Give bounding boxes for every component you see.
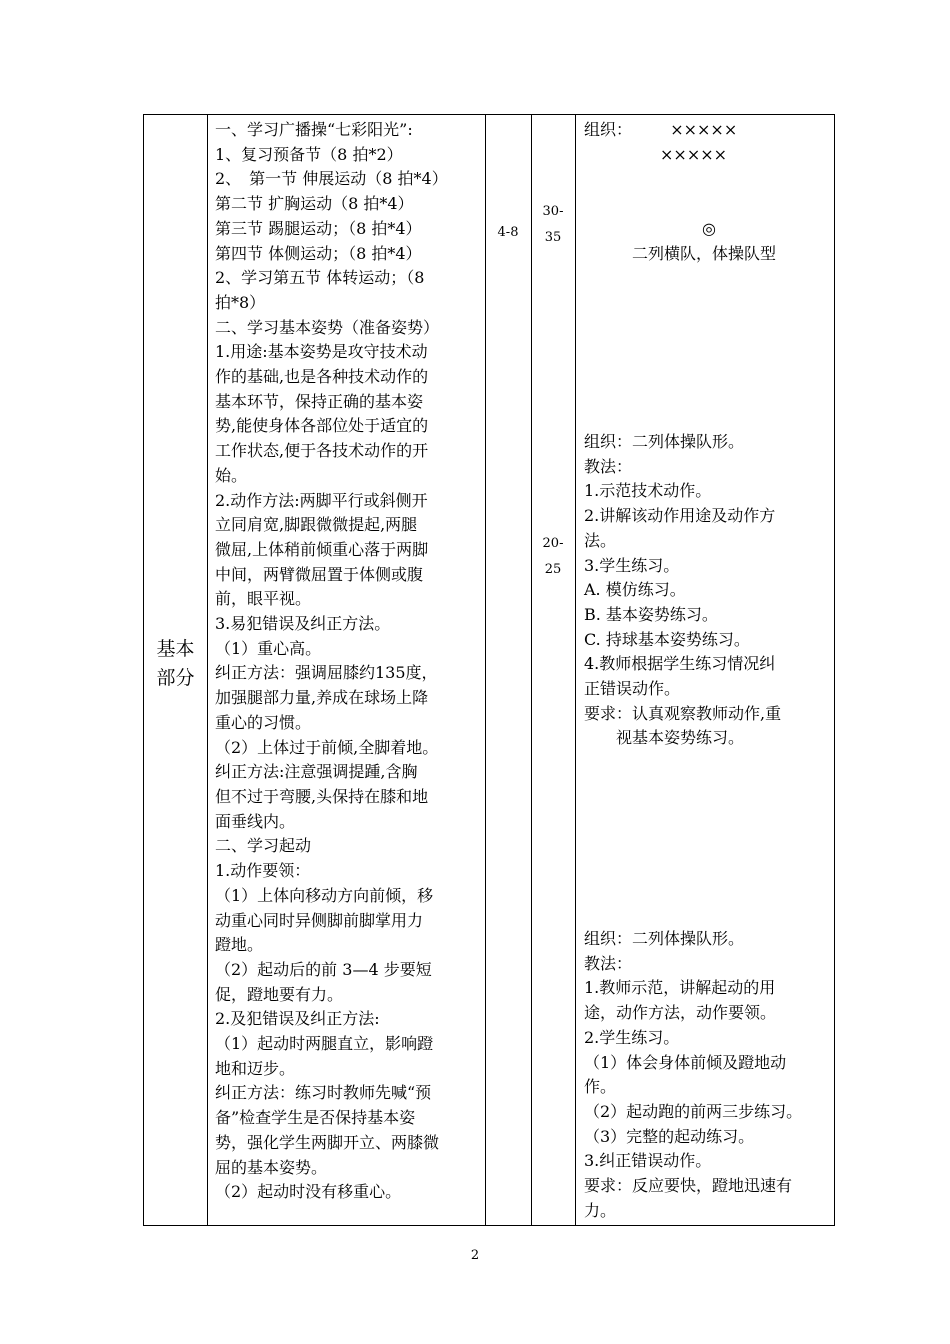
content-line: 第四节 体侧运动；（8 拍*4） [215,243,422,263]
content-line: （2）上体过于前倾,全脚着地。 [215,737,439,757]
content-line: 蹬地。 [215,935,264,955]
content-cell [215,118,485,1205]
reps-cell-2 [531,531,575,583]
content-line: 1.动作要领： [215,861,311,881]
column-divider [207,115,208,1225]
method-line: 教法： [584,953,633,973]
content-line: 纠正方法：强调屈膝约135度， [215,663,438,683]
method-line: C. 持球基本姿势练习。 [584,629,750,649]
content-line: 屈的基本姿势。 [215,1157,328,1177]
content-line: 地和迈步。 [215,1058,296,1078]
content-line: 第三节 踢腿运动；（8 拍*4） [215,218,422,238]
page-number: 2 [470,1248,480,1263]
method-block-basic-stance [584,430,834,751]
method-line: A. 模仿练习。 [584,580,686,600]
content-line: 1.用途:基本姿势是攻守技术动 [215,342,428,362]
times-cell [485,221,531,245]
method-line: 3.学生练习。 [584,555,680,575]
content-line: 1、复习预备节（8 拍*2） [215,144,403,164]
reps-value: 25 [544,562,562,577]
content-line: 2、学习第五节 体转运动；（8 [215,268,425,288]
reps-cell-1 [531,199,575,251]
content-line: 势，强化学生两脚开立、两膝微 [215,1132,440,1152]
lesson-plan-table [143,114,835,1226]
method-line: 要求：认真观察教师动作,重 [584,703,782,723]
student-row: ××××× [670,120,738,139]
teacher-symbol: ◎ [702,219,716,239]
formation-caption: 二列横队，体操队型 [632,244,777,264]
content-line: 2.及犯错误及纠正方法: [215,1009,380,1029]
method-line: 视基本姿势练习。 [584,728,745,748]
method-line: 2.学生练习。 [584,1027,680,1047]
content-line: 微屈,上体稍前倾重心落于两脚 [215,539,429,559]
content-line: 立同肩宽,脚跟微微提起,两腿 [215,515,418,535]
column-divider [485,115,486,1225]
reps-value: 20- [542,536,564,551]
content-line: 加强腿部力量,养成在球场上降 [215,688,429,708]
content-line: （1）起动时两腿直立，影响蹬 [215,1034,434,1054]
content-line: 2.动作方法:两脚平行或斜侧开 [215,490,428,510]
column-divider [531,115,532,1225]
method-line: （3）完整的起动练习。 [584,1126,755,1146]
content-line: （2）起动时没有移重心。 [215,1182,402,1202]
method-line: 组织：二列体操队形。 [584,432,745,451]
content-line: 拍*8） [215,292,266,312]
content-line: 3.易犯错误及纠正方法。 [215,614,391,634]
method-line: 力。 [584,1200,617,1220]
content-line: 作的基础,也是各种技术动作的 [215,367,429,387]
method-line: （2）起动跑的前两三步练习。 [584,1101,803,1121]
column-divider [575,115,576,1225]
method-line: 组织：二列体操队形。 [584,929,745,948]
content-line: （2）起动后的前 3—4 步要短 [215,959,432,979]
content-line: 面垂线内。 [215,811,296,831]
section-label-line: 基本 [156,638,195,660]
content-line: 基本环节，保持正确的基本姿 [215,391,424,411]
content-line: 工作状态,便于各技术动作的开 [215,441,429,461]
content-line: （1）重心高。 [215,638,322,658]
section-label [144,635,207,693]
method-line: 法。 [584,530,617,550]
content-line: 始。 [215,465,248,485]
content-line: 纠正方法：练习时教师先喊“预 [215,1083,432,1103]
content-line: 二、学习起动 [215,836,312,856]
method-line: 要求：反应要快，蹬地迅速有 [584,1176,793,1196]
content-line: 动重心同时异侧脚前脚掌用力 [215,910,424,930]
formation-row [584,118,834,143]
content-line: 纠正方法:注意强调提踵,含胸 [215,762,418,782]
method-line: 3.纠正错误动作。 [584,1151,712,1171]
content-line: 第二节 扩胸运动（8 拍*4） [215,194,414,214]
content-line: 重心的习惯。 [215,712,312,732]
method-line: 2.讲解该动作用途及动作方 [584,506,776,526]
method-line: 途，动作方法，动作要领。 [584,1003,777,1023]
content-line: 促，蹬地要有力。 [215,984,344,1004]
content-line: 二、学习基本姿势（准备姿势） [215,317,440,337]
content-line: 2、 第一节 伸展运动（8 拍*4） [215,169,448,189]
method-block-start-move [584,927,834,1223]
content-line: 一、学习广播操“七彩阳光”: [215,120,413,139]
times-value: 4-8 [497,225,519,240]
method-line: 1.教师示范，讲解起动的用 [584,978,776,998]
content-line: 势,能使身体各部位处于适宜的 [215,416,429,436]
method-block-formation [584,118,834,267]
content-line: 但不过于弯腰,头保持在膝和地 [215,786,429,806]
content-line: 备”检查学生是否保持基本姿 [215,1108,416,1128]
content-line: 中间，两臂微屈置于体侧或腹 [215,564,424,584]
content-line: （1）上体向移动方向前倾，移 [215,885,434,905]
method-line: 教法： [584,456,633,476]
method-line: 4.教师根据学生练习情况纠 [584,654,776,674]
organization-label: 组织： [584,120,633,139]
method-line: 1.示范技术动作。 [584,481,712,501]
student-row: ××××× [660,144,728,164]
section-label-line: 部分 [156,667,195,689]
method-line: 正错误动作。 [584,679,681,699]
reps-value: 30- [542,204,564,219]
reps-value: 35 [544,230,562,245]
content-line: 前，眼平视。 [215,589,312,609]
method-line: B. 基本姿势练习。 [584,604,718,624]
method-line: 作。 [584,1077,617,1097]
method-line: （1）体会身体前倾及蹬地动 [584,1052,787,1072]
